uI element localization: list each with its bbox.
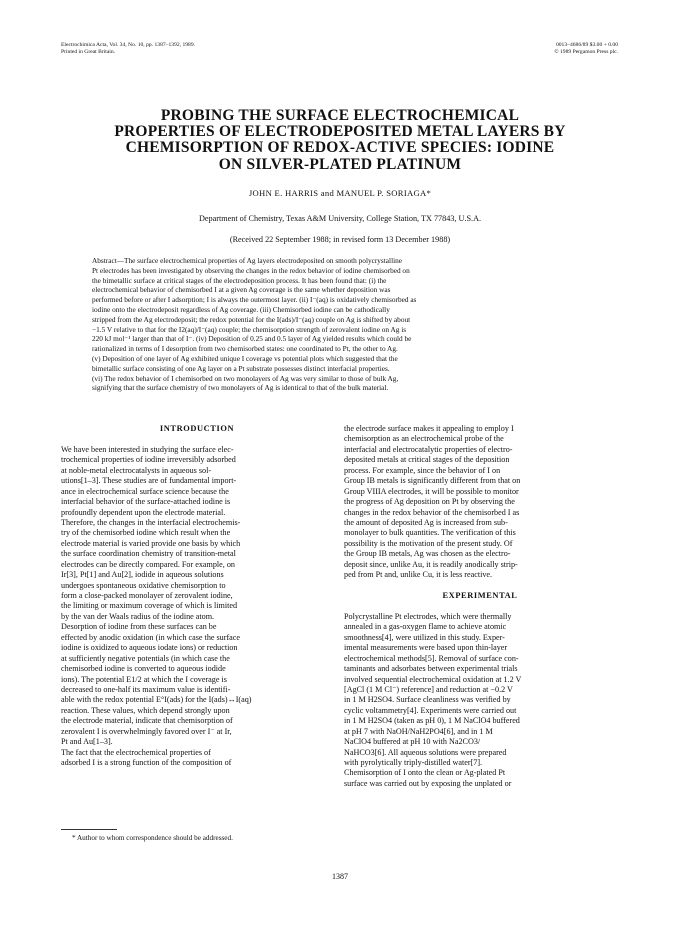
text-line: adsorbed I is a strong function of the composition of — [61, 758, 232, 767]
text-line: We have been interested in studying the surface elec- — [61, 444, 234, 454]
text-line: electrode material is varied provide one basis by which — [61, 538, 241, 548]
abstract-line: (v) Deposition of one layer of Ag exhibited unique I coverage vs potential plots which suggested that the — [92, 353, 398, 363]
text-line: Ir[3], Pt[1] and Au[2], iodide in aqueous solutions — [61, 570, 224, 580]
footnote: * Author to whom correspondence should be addressed. — [72, 834, 233, 842]
text-line: Chemisorption of I onto the clean or Ag-plated Pt — [344, 768, 506, 778]
text-line: able with the redox potential E°I(ads) for the I(ads)↔I(aq) — [61, 695, 252, 705]
abstract — [92, 256, 592, 393]
text-line: surface was carried out by exposing the unplated or — [344, 778, 512, 788]
text-line: at sufficiently negative potentials (in which case the — [61, 653, 230, 663]
title-line: PROPERTIES OF ELECTRODEPOSITED METAL LAYERS BY — [114, 123, 566, 141]
journal-line: Electrochimica Acta, Vol. 34, No. 10, pp. 1387–1392, 1989. — [61, 42, 196, 48]
text-line: ance in electrochemical surface science because the — [61, 486, 229, 496]
text-line: smoothness[4], were utilized in this study. Exper- — [344, 632, 505, 642]
text-line: interfacial behavior of the surface-attached iodine is — [61, 497, 231, 507]
article-title — [80, 108, 600, 173]
text-line: iodine is oxidized to aqueous iodate ions) or reduction — [61, 643, 238, 653]
footnote-rule — [61, 829, 117, 830]
text-line: chemisorbed iodine is converted to aqueous iodide — [61, 664, 226, 674]
text-line: annealed in a gas-oxygen flame to achieve atomic — [344, 622, 507, 632]
text-line: Group IB metals is significantly different from that on — [344, 476, 521, 486]
abstract-line: electrochemical behavior of chemisorbed I at a given Ag coverage is the same whether deposition was — [92, 285, 391, 295]
abstract-line: bimetallic surface consisting of one Ag layer on a Pt substrate possesses distinct interfacial properties. — [92, 363, 390, 373]
text-line: effected by anodic oxidation (in which case the surface — [61, 632, 240, 642]
introduction-heading: INTRODUCTION — [159, 424, 235, 433]
text-line: the progress of Ag deposition on Pt by observing the — [344, 497, 515, 507]
text-line: in 1 M H2SO4. Surface cleanliness was verified by — [344, 695, 511, 705]
text-line: reaction. These values, which depend strongly upon — [61, 705, 230, 715]
text-line: changes in the redox behavior of the chemisorbed I as — [344, 507, 520, 517]
text-line: deposited metals at critical stages of the deposition — [344, 455, 510, 465]
text-line: taminants and adsorbates between experimental trials — [344, 664, 518, 674]
experimental-heading: EXPERIMENTAL — [442, 591, 518, 600]
text-line: monolayer to bulk quantities. The verification of this — [344, 528, 516, 538]
abstract-line: signifying that the surface chemistry of two monolayers of Ag is identical to that of the bulk material. — [92, 383, 389, 393]
abstract-line: stripped from the Ag electrodeposit; the redox potential for the I(ads)/I⁻(aq) couple on Ag is shifted by about — [92, 314, 411, 324]
right-column — [344, 424, 616, 789]
page-number: 1387 — [332, 872, 348, 881]
journal-citation — [61, 42, 195, 55]
text-line: decreased to one-half its maximum value is identifi- — [61, 684, 231, 694]
abstract-line: Pt electrodes has been investigated by observing the changes in the redox behavior of iodine chemisorbed on — [92, 265, 410, 275]
abstract-line: the bimetallic surface at critical stages of the electrodeposition process. It has been found that: (i) the — [92, 275, 387, 285]
copyright-line: © 1989 Pergamon Press plc. — [554, 48, 618, 55]
text-line: in 1 M H2SO4 (taken as pH 0), 1 M NaClO4 buffered — [344, 716, 520, 726]
text-line: NaHCO3[6]. All aqueous solutions were prepared — [344, 747, 507, 757]
text-line: with pyrolytically triply-distilled water[7]. — [344, 758, 483, 767]
text-line: electrodes can be directly compared. For example, on — [61, 559, 235, 569]
text-line: chemisorption as an electrochemical probe of the — [344, 434, 504, 444]
text-line: form a close-packed monolayer of zerovalent iodine, — [61, 591, 233, 600]
text-line: Pt and Au[1–3]. — [61, 737, 113, 747]
abstract-line: iodine onto the electrodeposit regardless of Ag coverage. (iii) Chemisorbed iodine can be cathodically — [92, 304, 390, 314]
text-line: possibility is the motivation of the present study. Of — [344, 538, 513, 548]
text-line: zerovalent I is overwhelmingly favored over I⁻ at Ir, — [61, 726, 232, 736]
text-line: electrochemical methods[5]. Removal of surface con- — [344, 653, 519, 663]
text-line: at noble-metal electrocatalysts in aqueous sol- — [61, 465, 212, 475]
text-line: imental measurements were based upon thin-layer — [344, 643, 508, 653]
text-line: the amount of deposited Ag is increased from sub- — [344, 517, 508, 527]
price-code-line: 0013–4686/89 $3.00 + 0.00 — [555, 42, 618, 48]
text-line: Group VIIIA electrodes, it will be possible to monitor — [344, 486, 519, 496]
text-line: try of the chemisorbed iodine which result when the — [61, 528, 231, 538]
text-line: utions[1–3]. These studies are of fundamental import- — [61, 476, 237, 486]
text-line: profoundly dependent upon the electrode material. — [61, 507, 226, 517]
abstract-line: (vi) The redox behavior of I chemisorbed on two monolayers of Ag was very similar to those of bulk Ag, — [92, 373, 399, 383]
left-column — [61, 424, 333, 768]
text-line: Polycrystalline Pt electrodes, which were thermally — [344, 611, 512, 621]
introduction-right-text — [344, 424, 616, 581]
copyright-block — [554, 42, 618, 55]
text-line: deposit since, unlike Au, it is readily anodically strip- — [344, 559, 518, 569]
title-line: ON SILVER-PLATED PLATINUM — [218, 155, 462, 173]
text-line: the limiting or maximum coverage of which is limited — [61, 601, 238, 611]
experimental-text — [344, 612, 616, 789]
text-line: the Group IB metals, Ag was chosen as the electro- — [344, 549, 511, 559]
title-line: PROBING THE SURFACE ELECTROCHEMICAL — [160, 107, 520, 124]
text-line: trochemical properties of iodine irreversibly adsorbed — [61, 455, 236, 465]
text-line: [AgCl (1 M Cl⁻) reference] and reduction at −0.2 V — [344, 684, 513, 694]
text-line: ped from Pt and, unlike Cu, it is less reactive. — [344, 570, 493, 580]
author-line: JOHN E. HARRIS and MANUEL P. SORIAGA* — [248, 188, 432, 198]
text-line: at pH 7 with NaOH/NaH2PO4[6], and in 1 M — [344, 726, 493, 736]
text-line: process. For example, since the behavior of I on — [344, 465, 501, 475]
text-line: involved sequential electrochemical oxidation at 1.2 V — [344, 674, 522, 684]
received-dates: (Received 22 September 1988; in revised form 13 December 1988) — [229, 235, 451, 244]
abstract-line: Abstract—The surface electrochemical properties of Ag layers electrodeposited on smooth polycrystalline — [92, 256, 403, 265]
text-line: by the van der Waals radius of the iodine atom. — [61, 611, 215, 621]
printed-line: Printed in Great Britain. — [61, 48, 116, 55]
text-line: NaClO4 buffered at pH 10 with Na2CO3/ — [344, 737, 481, 747]
text-line: the electrode material, indicate that chemisorption of — [61, 716, 233, 726]
introduction-left-text — [61, 445, 333, 769]
text-line: the surface coordination chemistry of transition-metal — [61, 549, 236, 559]
text-line: ions). The potential E1/2 at which the I coverage is — [61, 674, 227, 684]
abstract-line: 220 kJ mol⁻¹ larger than that of I⁻. (iv) Deposition of 0.25 and 0.5 layer of Ag yielded results which could be — [92, 334, 412, 344]
affiliation: Department of Chemistry, Texas A&M University, College Station, TX 77843, U.S.A. — [198, 214, 482, 223]
text-line: The fact that the electrochemical properties of — [61, 747, 211, 757]
text-line: Therefore, the changes in the interfacial electrochemis- — [61, 517, 241, 527]
abstract-line: −1.5 V relative to that for the I2(aq)/I⁻(aq) couple; the chemisorption strength of zerovalent iodine on Ag is — [92, 324, 407, 334]
text-line: the electrode surface makes it appealing to employ I — [344, 424, 514, 433]
text-line: cyclic voltammetry[4]. Experiments were carried out — [344, 705, 517, 715]
text-line: Desorption of iodine from these surfaces can be — [61, 622, 217, 632]
abstract-line: performed before or after I adsorption; I is always the outermost layer. (ii) I⁻(aq) is oxidatively chemisorbed as — [92, 295, 417, 305]
abstract-line: rationalized in terms of I desorption from two chemisorbed states: one coordinated to Pt, the other to Ag. — [92, 344, 398, 354]
text-line: undergoes spontaneous oxidative chemisorption to — [61, 580, 226, 590]
title-line: CHEMISORPTION OF REDOX-ACTIVE SPECIES: IODINE — [125, 139, 555, 157]
text-line: interfacial and electrocatalytic properties of electro- — [344, 444, 513, 454]
